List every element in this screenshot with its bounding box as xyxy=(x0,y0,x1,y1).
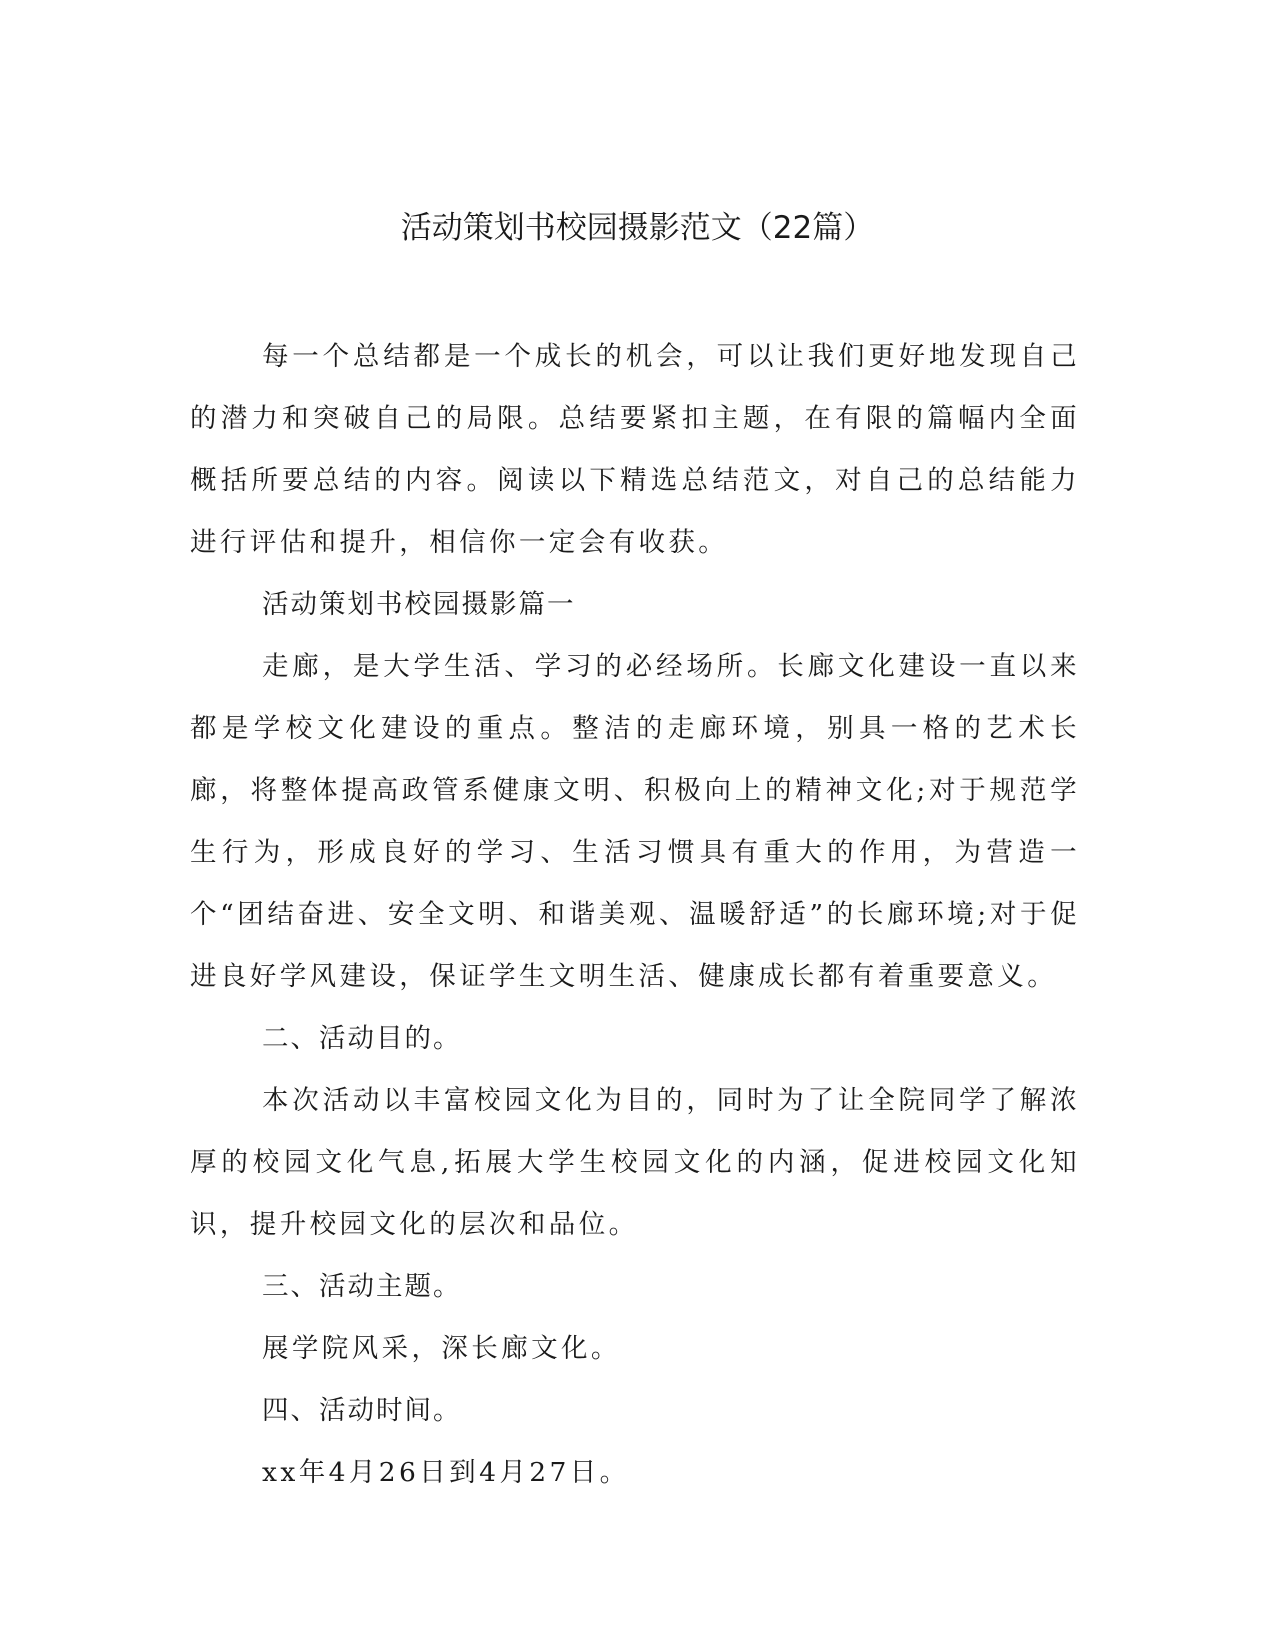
time-paragraph: xx年4月26日到4月27日。 xyxy=(262,1457,630,1488)
document-body xyxy=(190,326,1080,1504)
theme-paragraph: 展学院风采，深长廊文化。 xyxy=(262,1333,621,1364)
corridor-paragraph: 走廊，是大学生活、学习的必经场所。长廊文化建设一直以来都是学校文化建设的重点。整洁的走廊环境，别具一格的艺术长廊，将整体提高政管系健康文明、积极向上的精神文化;对于规范学生行为，形成良好的学习、生活习惯具有重大的作用，为营造一个“团结奋进、安全文明、和谐美观、温暖舒适”的长廊环境;对于促进良好学风建设，保证学生文明生活、健康成长都有着重要意义。 xyxy=(190,651,1080,992)
purpose-paragraph: 本次活动以丰富校园文化为目的，同时为了让全院同学了解浓厚的校园文化气息,拓展大学生校园文化的内涵，促进校园文化知识，提升校园文化的层次和品位。 xyxy=(190,1085,1080,1240)
heading-activity-theme: 三、活动主题。 xyxy=(262,1271,462,1302)
section-heading-part-one: 活动策划书校园摄影篇一 xyxy=(262,589,576,620)
heading-activity-purpose: 二、活动目的。 xyxy=(262,1023,462,1054)
heading-activity-time: 四、活动时间。 xyxy=(262,1395,462,1426)
document-title: 活动策划书校园摄影范文（22篇） xyxy=(400,210,875,246)
intro-paragraph: 每一个总结都是一个成长的机会，可以让我们更好地发现自己的潜力和突破自己的局限。总结要紧扣主题，在有限的篇幅内全面概括所要总结的内容。阅读以下精选总结范文，对自己的总结能力进行评估和提升，相信你一定会有收获。 xyxy=(190,341,1080,558)
